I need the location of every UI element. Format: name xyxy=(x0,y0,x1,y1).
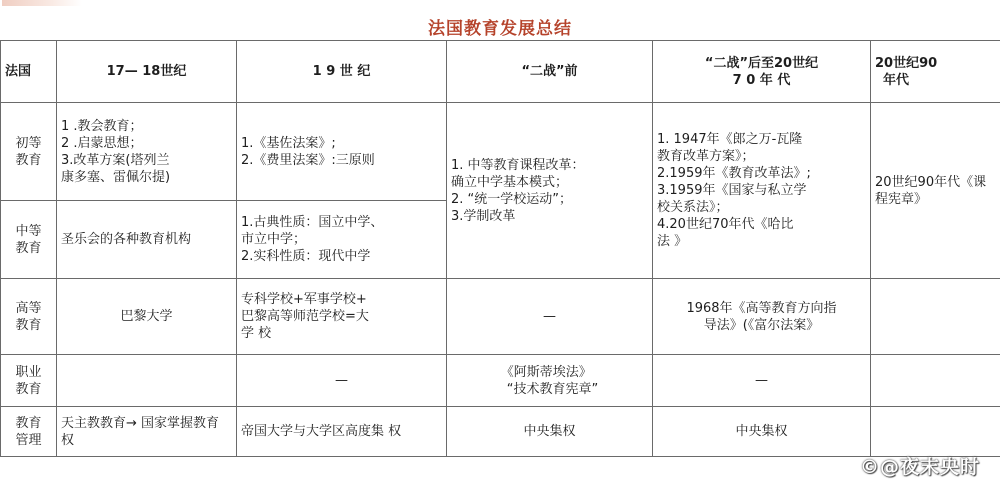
cell-admin-postwar: 中央集权 xyxy=(653,407,871,457)
cell-text: 2.实科性质：现代中学 xyxy=(241,249,371,264)
cell-postwar-primary-secondary xyxy=(653,103,871,279)
row-label-admin-line2: 管理 xyxy=(15,432,42,448)
cell-primary-17-18 xyxy=(57,103,237,201)
row-label-primary-line1: 初等 xyxy=(15,135,42,151)
row-label-secondary xyxy=(1,201,57,279)
cell-higher-prewar: — xyxy=(447,279,653,355)
row-vocational xyxy=(1,355,1000,407)
cell-text: 帝国大学与大学区高度集 权 xyxy=(241,424,402,439)
row-label-higher xyxy=(1,279,57,355)
cell-admin-17-18 xyxy=(57,407,237,457)
cell-text: “技术教育宪章” xyxy=(506,381,599,397)
header-1990s-line2: 年代 xyxy=(883,72,910,88)
cell-admin-prewar: 中央集权 xyxy=(447,407,653,457)
header-postwar-line1: “二战”后至20世纪 xyxy=(704,55,819,71)
header-postwar xyxy=(653,41,871,103)
row-higher xyxy=(1,279,1000,355)
cell-admin-1990s xyxy=(871,407,1000,457)
cell-text: 2.《费里法案》:三原则 xyxy=(241,152,375,168)
cell-text: 天主教教育→ 国家掌握教育权 xyxy=(61,415,220,448)
cell-text: 1.《基佐法案》; xyxy=(241,135,336,151)
cell-text: 专科学校+军事学校+ xyxy=(241,292,367,307)
cell-text: 圣乐会的各种教育机构 xyxy=(61,232,192,247)
cell-text: 教育改革方案》； xyxy=(657,149,755,164)
cell-secondary-19 xyxy=(237,201,447,279)
cell-vocational-19: — xyxy=(237,355,447,407)
header-postwar-line2: 7 0 年 代 xyxy=(732,72,791,88)
cell-vocational-prewar xyxy=(447,355,653,407)
row-primary xyxy=(1,103,1000,201)
cell-admin-19 xyxy=(237,407,447,457)
row-label-vocational xyxy=(1,355,57,407)
cell-text: 1. 中等教育课程改革： xyxy=(451,157,585,173)
watermark: ©@夜末央时 xyxy=(859,456,980,478)
cell-text: 校关系法》； xyxy=(657,200,729,215)
header-19-century: 1 9 世 纪 xyxy=(237,41,447,103)
row-label-primary-line2: 教育 xyxy=(15,152,42,168)
cell-text: 3.1959年《国家与私立学 xyxy=(657,183,807,198)
cell-vocational-postwar: — xyxy=(653,355,871,407)
row-label-vocational-line2: 教育 xyxy=(15,381,42,397)
row-label-secondary-line2: 教育 xyxy=(15,240,42,256)
cell-text: 1968年《高等教育方向指 xyxy=(686,300,837,316)
row-label-admin-line1: 教育 xyxy=(15,415,42,431)
page-title: 法国教育发展总结 xyxy=(428,19,572,39)
row-admin xyxy=(1,407,1000,457)
row-label-secondary-line1: 中等 xyxy=(15,223,42,239)
cell-text: 康多塞、雷佩尔提) xyxy=(61,169,171,185)
cell-text: 2. “统一学校运动”； xyxy=(451,191,573,207)
row-label-higher-line1: 高等 xyxy=(15,300,42,316)
cell-text: 1 .教会教育； xyxy=(61,118,143,134)
cell-higher-postwar xyxy=(653,279,871,355)
cell-text: 4.20世纪70年代《哈比 xyxy=(657,217,794,232)
header-1990s-line1: 20世纪90 xyxy=(875,55,938,71)
cell-primary-19 xyxy=(237,103,447,201)
row-label-higher-line2: 教育 xyxy=(15,317,42,333)
row-label-vocational-line1: 职业 xyxy=(15,364,42,380)
cell-text: 导法》(《富尔法案》 xyxy=(703,317,820,333)
cell-higher-17-18: 巴黎大学 xyxy=(57,279,237,355)
cell-text: 法 》 xyxy=(657,234,688,249)
cell-text: 20世纪90年代《课程宪章》 xyxy=(875,174,987,207)
header-prewar: “二战”前 xyxy=(447,41,653,103)
cell-vocational-1990s xyxy=(871,355,1000,407)
cell-prewar-primary-secondary xyxy=(447,103,653,279)
header-1990s xyxy=(871,41,1000,103)
cell-higher-1990s xyxy=(871,279,1000,355)
row-label-admin xyxy=(1,407,57,457)
cell-higher-19 xyxy=(237,279,447,355)
cell-text: 1. 1947年《郎之万-瓦隆 xyxy=(657,132,803,147)
cell-text: 市立中学； xyxy=(241,232,307,247)
cell-text: 巴黎高等师范学校=大 xyxy=(241,309,369,324)
top-edge-fragment xyxy=(2,0,82,6)
cell-text: 《阿斯蒂埃法》 xyxy=(500,364,592,380)
cell-text: 1.古典性质：国立中学、 xyxy=(241,215,384,230)
header-corner: 法国 xyxy=(1,41,57,103)
cell-secondary-17-18 xyxy=(57,201,237,279)
cell-text: 2.1959年《教育改革法》; xyxy=(657,166,811,181)
summary-table xyxy=(0,40,1000,457)
header-17-18-century: 17— 18世纪 xyxy=(57,41,237,103)
cell-text: 3.学制改革 xyxy=(451,208,516,224)
cell-vocational-17-18 xyxy=(57,355,237,407)
row-label-primary xyxy=(1,103,57,201)
cell-1990s-primary-secondary xyxy=(871,103,1000,279)
cell-text: 3.改革方案(塔列兰 xyxy=(61,152,170,168)
cell-text: 2 .启蒙思想； xyxy=(61,135,143,151)
header-row xyxy=(1,41,1000,103)
cell-text: 学 校 xyxy=(241,326,272,341)
cell-text: 确立中学基本模式； xyxy=(451,174,569,190)
